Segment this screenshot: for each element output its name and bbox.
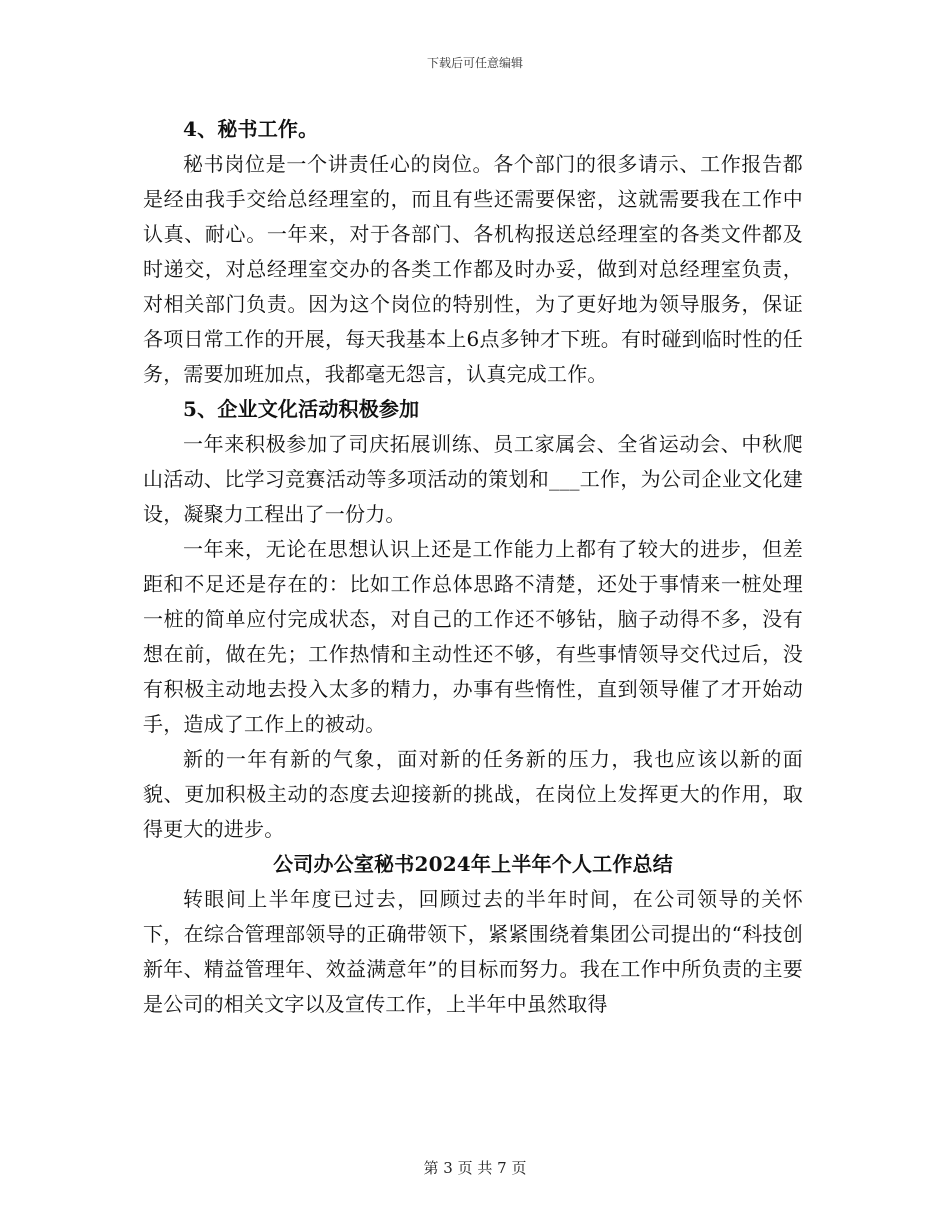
reflection-paragraph: 一年来，无论在思想认识上还是工作能力上都有了较大的进步，但差距和不足还是存在的：比如工作总体思路不清楚，还处于事情来一桩处理一桩的简单应付完成状态，对自己的工作还不够钻，脑子动得不多，没有想在前，做在先；工作热情和主动性还不够，有些事情领导交代过后，没有积极主动地去投入太多的精力，办事有些惰性，直到领导催了才开始动手，造成了工作上的被动。 [143,537,803,736]
section-4-paragraph: 秘书岗位是一个讲责任心的岗位。各个部门的很多请示、工作报告都是经由我手交给总经理室的，而且有些还需要保密，这就需要我在工作中认真、耐心。一年来，对于各部门、各机构报送总经理室的各类文件都及时递交，对总经理室交办的各类工作都及时办妥，做到对总经理室负责，对相关部门负责。因为这个岗位的特别性，为了更好地为领导服务，保证各项日常工作的开展，每天我基本上6点多钟才下班。有时碰到临时性的任务，需要加班加点，我都毫无怨言，认真完成工作。 [143,152,803,386]
section-5-paragraph: 一年来积极参加了司庆拓展训练、员工家属会、全省运动会、中秋爬山活动、比学习竞赛活动等多项活动的策划和___工作，为公司企业文化建设，凝聚力工程出了一份力。 [143,432,803,526]
outlook-paragraph: 新的一年有新的气象，面对新的任务新的压力，我也应该以新的面貌、更加积极主动的态度去迎接新的挑战，在岗位上发挥更大的作用，取得更大的进步。 [143,747,803,841]
page-footer: 第 3 页 共 7 页 [423,1159,527,1177]
section-5-heading: 5、企业文化活动积极参加 [183,397,420,421]
summary-title: 公司办公室秘书2024年上半年个人工作总结 [273,852,673,876]
page-header: 下载后可任意编辑 [426,56,523,70]
document-body [143,112,803,1022]
section-4-heading: 4、秘书工作。 [183,117,319,141]
summary-intro-paragraph: 转眼间上半年度已过去，回顾过去的半年时间，在公司领导的关怀下，在综合管理部领导的正确带领下，紧紧围绕着集团公司提出的“科技创新年、精益管理年、效益满意年”的目标而努力。我在工作中所负责的主要是公司的相关文字以及宣传工作，上半年中虽然取得 [143,887,803,1016]
